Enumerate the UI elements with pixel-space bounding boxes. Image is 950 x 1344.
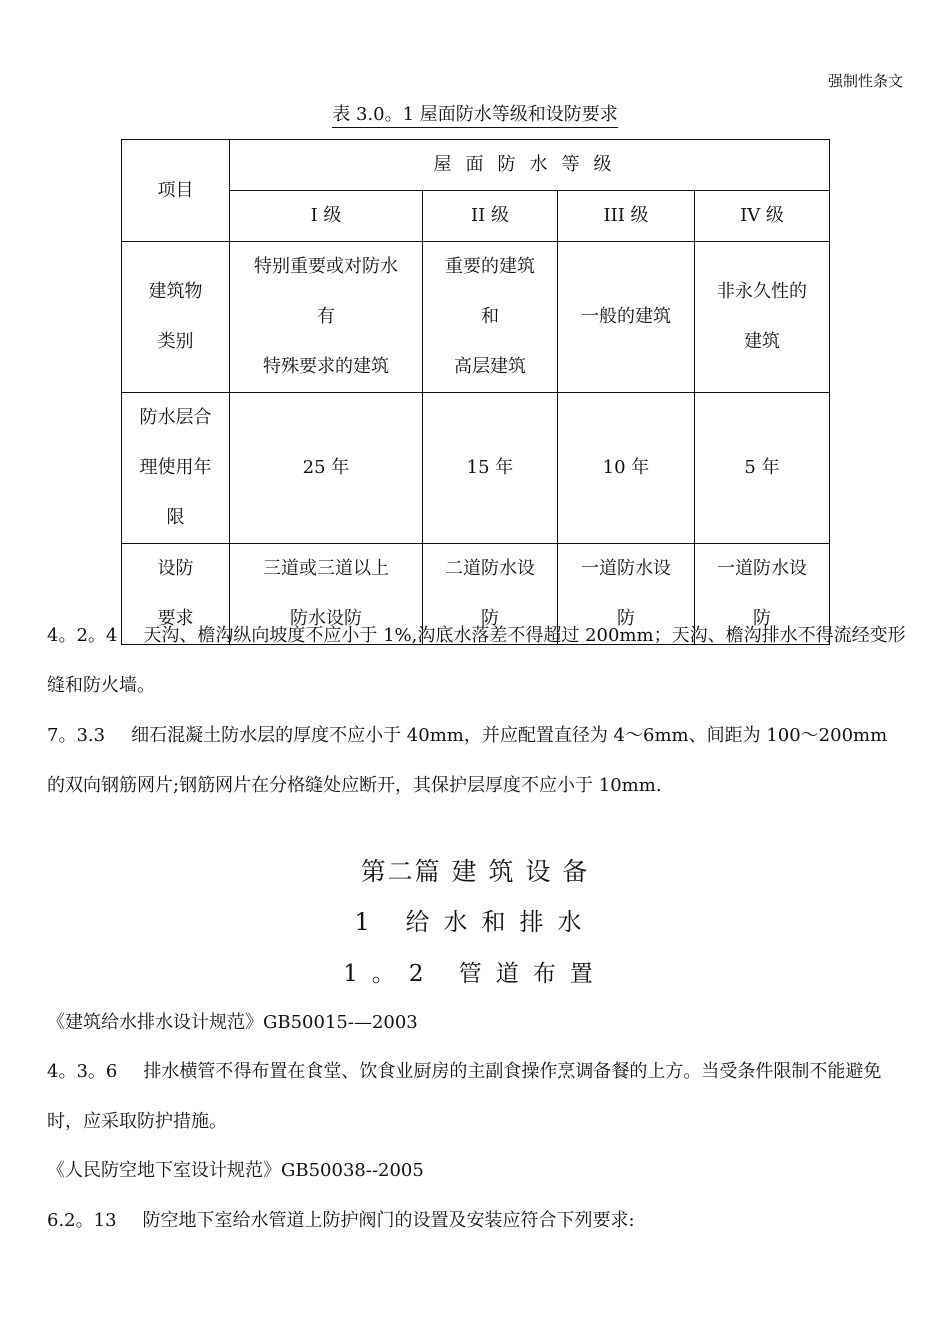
clause-number: 7。3.3	[47, 725, 106, 746]
header-note: 强制性条文	[827, 72, 903, 90]
table-cell: 非永久性的 建筑	[695, 242, 830, 393]
clause-number: 4。2。4	[47, 625, 118, 646]
table-row	[122, 393, 830, 544]
clause-4-3-6	[47, 1047, 907, 1147]
level-header: IV 级	[695, 191, 830, 242]
table-cell: 重要的建筑 和 高层建筑	[423, 242, 558, 393]
chapter-heading: 1 给水和排水	[354, 908, 596, 936]
table-cell: 一般的建筑	[558, 242, 695, 393]
row-label: 设防 要求	[122, 544, 230, 645]
part-heading: 第二篇 建 筑 设 备	[360, 857, 590, 886]
clause-number: 6.2。13	[47, 1210, 117, 1231]
row-label: 防水层合 理使用年 限	[122, 393, 230, 544]
table-cell: 25 年	[230, 393, 423, 544]
row-label: 建筑物 类别	[122, 242, 230, 393]
item-header: 项目	[122, 140, 230, 242]
waterproof-level-table	[121, 139, 830, 645]
clause-6-2-13	[47, 1196, 907, 1246]
table-cell: 一道防水设 防	[558, 544, 695, 645]
section-heading: 1。2 管道布置	[343, 961, 607, 987]
table-cell: 5 年	[695, 393, 830, 544]
level-header: I 级	[230, 191, 423, 242]
clause-text: 排水横管不得布置在食堂、饮食业厨房的主副食操作烹调备餐的上方。当受条件限制不能避免时，应采取防护措施。	[47, 1061, 882, 1132]
group-header: 屋面防水等级	[230, 140, 830, 191]
standard-reference: 《人民防空地下室设计规范》GB50038--2005	[47, 1160, 424, 1181]
table-cell: 特别重要或对防水 有 特殊要求的建筑	[230, 242, 423, 393]
table-cell: 三道或三道以上 防水设防	[230, 544, 423, 645]
table-cell: 一道防水设 防	[695, 544, 830, 645]
clause-4-2-4	[47, 611, 907, 711]
level-header: III 级	[558, 191, 695, 242]
table-header-row	[122, 140, 830, 191]
level-header: II 级	[423, 191, 558, 242]
table-caption-text: 表 3.0。1 屋面防水等级和设防要求	[332, 104, 618, 128]
clause-text: 细石混凝土防水层的厚度不应小于 40mm，并应配置直径为 4～6mm、间距为 100～200mm 的双向钢筋网片;钢筋网片在分格缝处应断开，其保护层厚度不应小于 10mm.	[47, 725, 888, 796]
table-caption	[0, 100, 950, 126]
table-cell: 二道防水设 防	[423, 544, 558, 645]
clause-text: 防空地下室给水管道上防护阀门的设置及安装应符合下列要求:	[142, 1210, 635, 1231]
clause-7-3-3	[47, 711, 907, 811]
table-row	[122, 242, 830, 393]
table-cell: 10 年	[558, 393, 695, 544]
clause-text: 天沟、檐沟纵向坡度不应小于 1%,沟底水落差不得超过 200mm；天沟、檐沟排水不得流经变形缝和防火墙。	[47, 625, 906, 696]
table-cell: 15 年	[423, 393, 558, 544]
clause-number: 4。3。6	[47, 1061, 118, 1082]
standard-reference: 《建筑给水排水设计规范》GB50015-—2003	[47, 1012, 418, 1033]
